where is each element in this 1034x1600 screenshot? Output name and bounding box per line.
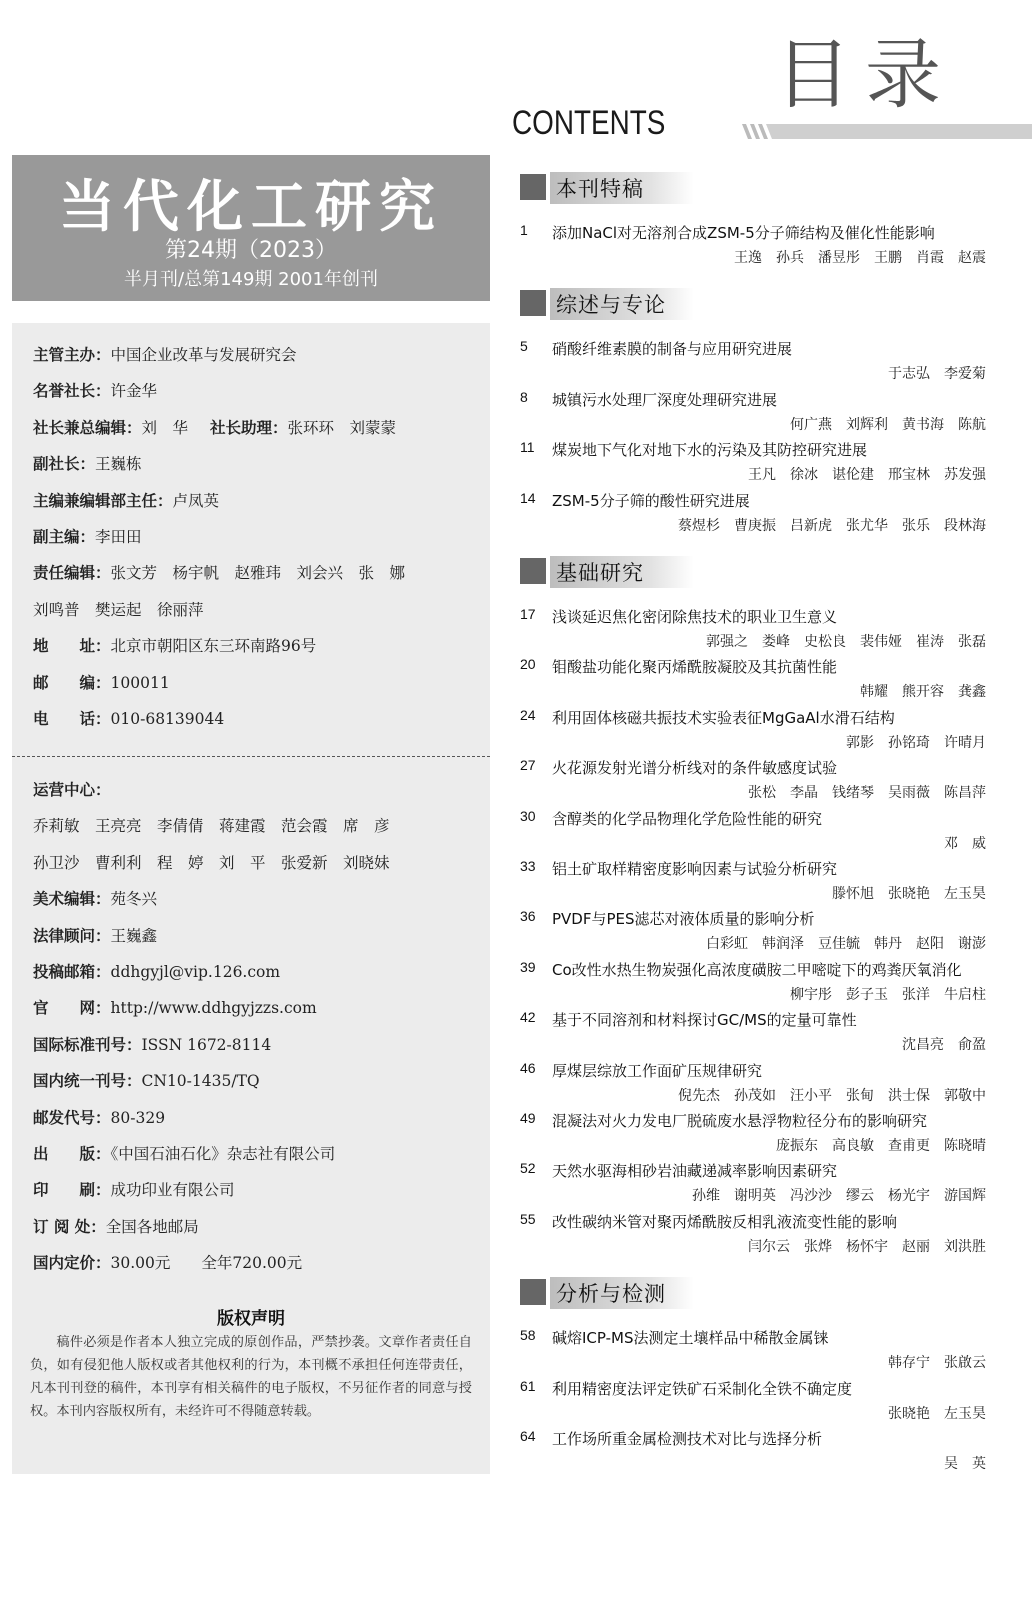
article-authors: 张晓艳 左玉昊 [888,1405,986,1422]
info-value: 北京市朝阳区东三环南路96号 [110,637,317,656]
toc-entry[interactable] [520,858,986,906]
article-title: 改性碳纳米管对聚丙烯酰胺反相乳液流变性能的影响 [552,1212,898,1231]
article-authors: 邓 威 [944,835,986,852]
article-title: 工作场所重金属检测技术对比与选择分析 [552,1430,823,1448]
article-title: ZSM-5分子筛的酸性研究进展 [552,491,750,510]
page-number: 5 [520,338,528,355]
page-number: 36 [520,908,536,925]
info-label: 社长助理： [210,418,288,437]
info-line [33,814,390,836]
header-stripes [742,124,1032,139]
article-title: 利用固体核磁共振技术实验表征MgGaAl水滑石结构 [552,708,895,727]
toc-entry[interactable] [520,439,986,487]
info-label: 出 版： [33,1145,111,1163]
journal-frequency: 半月刊/总第149期 2001年创刊 [124,269,378,290]
info-line [33,996,317,1018]
toc-entry[interactable] [520,1110,986,1158]
article-authors: 倪先杰 孙茂如 汪小平 张甸 洪士保 郭敬中 [678,1087,986,1104]
article-authors: 蔡煜杉 曹庚振 吕新虎 张尤华 张乐 段林海 [678,517,986,534]
info-line [33,1178,235,1200]
article-authors: 孙维 谢明英 冯沙沙 缪云 杨光宇 游国辉 [692,1188,986,1205]
section-marker [520,1279,546,1305]
info-label: 印 刷： [33,1181,111,1200]
info-value: 刘 华 [141,418,189,437]
info-label: 副社长： [33,455,96,474]
article-authors: 王逸 孙兵 潘昱彤 王鹏 肖霞 赵震 [734,250,986,266]
page-number: 52 [520,1160,536,1177]
article-authors: 郭强之 娄峰 史松良 裴伟娅 崔涛 张磊 [706,634,986,650]
info-line [33,1033,271,1055]
article-title: 浅谈延迟焦化密闭除焦技术的职业卫生意义 [552,608,838,626]
info-line [33,1215,199,1237]
info-line [33,1142,335,1164]
page-number: 39 [520,958,536,975]
info-line [33,924,157,946]
info-label: 责任编辑： [33,564,111,583]
info-line [33,343,297,365]
info-value: 全国各地邮局 [105,1217,199,1236]
info-label: 电 话： [33,710,111,728]
section-marker [520,174,546,200]
info-value: ISSN 1672-8114 [141,1035,272,1054]
info-line [33,416,396,438]
article-title: PVDF与PES滤芯对液体质量的影响分析 [552,910,815,929]
info-label: 名誉社长： [33,382,111,401]
article-authors: 韩存宁 张啟云 [888,1355,986,1372]
article-authors: 柳宇彤 彭子玉 张洋 牛启柱 [790,986,986,1003]
journal-name: 当代化工研究 [59,174,443,240]
article-title: Co改性水热生物炭强化高浓度磺胺二甲嘧啶下的鸡粪厌氧消化 [552,960,962,979]
article-title: 基于不同溶剂和材料探讨GC/MS的定量可靠性 [552,1011,857,1030]
toc-entry[interactable] [520,1327,986,1375]
toc-entry[interactable] [520,1060,986,1108]
toc-entry[interactable] [520,222,986,270]
section-marker [520,558,546,584]
toc-entry[interactable] [520,490,986,538]
article-title: 煤炭地下气化对地下水的污染及其防控研究进展 [552,441,868,460]
article-title: 利用精密度法评定铁矿石采制化全铁不确定度 [552,1379,853,1398]
info-label: 地 址： [33,637,111,656]
article-title: 碱熔ICP-MS法测定土壤样品中稀散金属铼 [552,1329,829,1348]
toc-entry[interactable] [520,1378,986,1426]
info-value: ddhgyjl@vip.126.com [110,963,281,981]
toc-entry[interactable] [520,1428,986,1476]
info-value: 李田田 [95,528,142,546]
info-line [33,452,142,474]
page-number: 42 [520,1009,536,1026]
page-number: 33 [520,858,536,874]
article-authors: 韩耀 熊开容 龚鑫 [860,684,986,701]
article-authors: 张松 李晶 钱绪琴 吴雨薇 陈昌萍 [748,785,986,802]
info-value: 成功印业有限公司 [110,1181,235,1200]
article-title: 含醇类的化学品物理化学危险性能的研究 [552,809,823,828]
article-title: 火花源发射光谱分析线对的条件敏感度试验 [552,759,838,778]
info-line [33,1106,165,1128]
info-line [33,960,280,982]
info-line [33,851,390,873]
section-title: 基础研究 [556,561,644,585]
article-title: 添加NaCl对无溶剂合成ZSM-5分子筛结构及催化性能影响 [552,224,935,242]
info-value: 中国企业改革与发展研究会 [110,346,297,364]
article-authors: 王凡 徐冰 谌伦建 邢宝林 苏发强 [748,467,986,484]
article-title: 钼酸盐功能化聚丙烯酰胺凝胶及其抗菌性能 [552,658,838,677]
page-number: 24 [520,706,536,723]
article-authors: 沈昌亮 俞盈 [902,1037,986,1054]
page-number: 1 [520,222,528,238]
info-line [33,671,170,693]
article-authors: 庞振东 高良敏 查甫更 陈晓晴 [776,1138,986,1154]
info-line [33,379,157,401]
info-label: 美术编辑： [33,890,111,909]
info-label: 国际标准刊号： [33,1035,142,1054]
section-title: 分析与检测 [556,1282,666,1307]
info-line [33,778,111,800]
toc-entry[interactable] [520,338,986,386]
info-value: CN10-1435/TQ [141,1072,260,1091]
info-label: 官 网： [33,999,111,1018]
article-title: 天然水驱海相砂岩油藏递减率影响因素研究 [552,1162,838,1181]
page-number: 17 [520,606,536,622]
info-value: 刘鸣普 樊运起 徐丽萍 [33,600,204,619]
info-value: 乔莉敏 王亮亮 李倩倩 蒋建霞 范会霞 席 彦 [33,817,390,836]
page-number: 58 [520,1327,536,1344]
info-line [33,634,316,656]
contents-heading: CONTENTS [512,104,666,142]
toc-entry[interactable] [520,1009,986,1057]
toc-entry[interactable] [520,959,986,1007]
info-label: 主管主办： [33,346,111,364]
section-marker [520,290,546,316]
info-label: 订 阅 处： [33,1217,106,1236]
article-authors: 吴 英 [944,1456,986,1472]
info-value: 张文芳 杨宇帆 赵雅玮 刘会兴 张 娜 [110,564,406,583]
info-line [33,1069,260,1091]
copyright-title: 版权声明 [217,1309,285,1329]
info-label: 法律顾问： [33,926,111,945]
journal-issue: 第24期（2023） [165,238,337,263]
article-title: 铝土矿取样精密度影响因素与试验分析研究 [552,860,838,878]
toc-entry[interactable] [520,707,986,755]
info-value: 100011 [110,673,170,692]
info-value: 010-68139044 [110,710,225,728]
info-value: 《中国石油石化》杂志社有限公司 [110,1145,336,1163]
info-value: 王巍鑫 [110,926,158,945]
toc-entry[interactable] [520,389,986,437]
page-number: 61 [520,1377,536,1394]
page-number: 8 [520,388,528,405]
toc-entry[interactable] [520,808,986,856]
info-line [33,1251,302,1273]
toc-entry[interactable] [520,908,986,956]
page-number: 30 [520,807,536,824]
article-authors: 闫尔云 张烨 杨怀宇 赵丽 刘洪胜 [748,1238,986,1255]
page-number: 49 [520,1110,536,1126]
info-label: 运营中心： [33,781,111,799]
page-number: 14 [520,489,536,506]
info-label: 国内定价： [33,1254,111,1273]
page-number: 27 [520,757,536,774]
toc-entry[interactable] [520,606,986,654]
page-number: 64 [520,1428,536,1444]
page-title: 目录 [775,30,955,119]
article-title: 硝酸纤维素膜的制备与应用研究进展 [552,340,793,359]
page-number: 11 [520,439,535,456]
info-label: 邮 编： [33,673,111,692]
article-authors: 于志弘 李爱菊 [888,366,986,383]
toc-entry[interactable] [520,1211,986,1259]
section-title: 综述与专论 [556,293,666,318]
article-authors: 郭影 孙铭琦 许晴月 [846,734,986,751]
info-label: 副主编： [33,528,96,546]
info-line [33,525,142,547]
info-line [33,598,204,620]
info-line [33,887,157,909]
info-label: 邮发代号： [33,1108,111,1127]
info-value: 孙卫沙 曹利利 程 婷 刘 平 张爱新 刘晓妹 [33,853,390,872]
toc-entry[interactable] [520,1160,986,1208]
section-title: 本刊特稿 [556,177,644,201]
article-authors: 何广燕 刘辉利 黄书海 陈航 [790,416,986,433]
dashed-divider [12,756,490,757]
info-line [33,489,219,511]
page-number: 46 [520,1059,536,1076]
journal-banner [12,155,490,301]
info-label: 社长兼总编辑： [33,418,142,437]
article-title: 城镇污水处理厂深度处理研究进展 [552,390,778,409]
info-line [33,707,224,729]
article-authors: 滕怀旭 张晓艳 左玉昊 [832,886,986,902]
copyright-text: 稿件必须是作者本人独立完成的原创作品，严禁抄袭。文章作者责任自负，如有侵犯他人版权或者其他权利的行为，本刊概不承担任何连带责任，凡本刊刊登的稿件，本刊享有相关稿件的电子版权，不另征作者的同意与授权。本刊内容版权所有，未经许可不得随意转载。 [30,1335,472,1419]
toc-entry[interactable] [520,757,986,805]
info-label: 主编兼编辑部主任： [33,491,173,510]
article-authors: 白彩虹 韩润泽 豆佳毓 韩丹 赵阳 谢澎 [706,936,986,953]
article-title: 厚煤层综放工作面矿压规律研究 [552,1061,763,1080]
info-value: http://www.ddhgyjzzs.com [110,999,317,1018]
info-line [33,561,405,583]
info-label: 投稿邮箱： [33,963,111,981]
info-value: 苑冬兴 [110,890,158,909]
info-value: 许金华 [110,382,158,401]
info-label: 国内统一刊号： [33,1072,142,1091]
info-value: 王巍栋 [95,455,142,474]
info-value: 卢凤英 [172,491,220,510]
info-value: 张环环 刘蒙蒙 [287,418,397,437]
page-number: 55 [520,1210,536,1227]
toc-entry[interactable] [520,656,986,704]
page-number: 20 [520,656,536,673]
article-title: 混凝法对火力发电厂脱硫废水悬浮物粒径分布的影响研究 [552,1112,928,1130]
info-value: 80-329 [110,1108,166,1127]
info-value: 30.00元 全年720.00元 [110,1254,303,1273]
